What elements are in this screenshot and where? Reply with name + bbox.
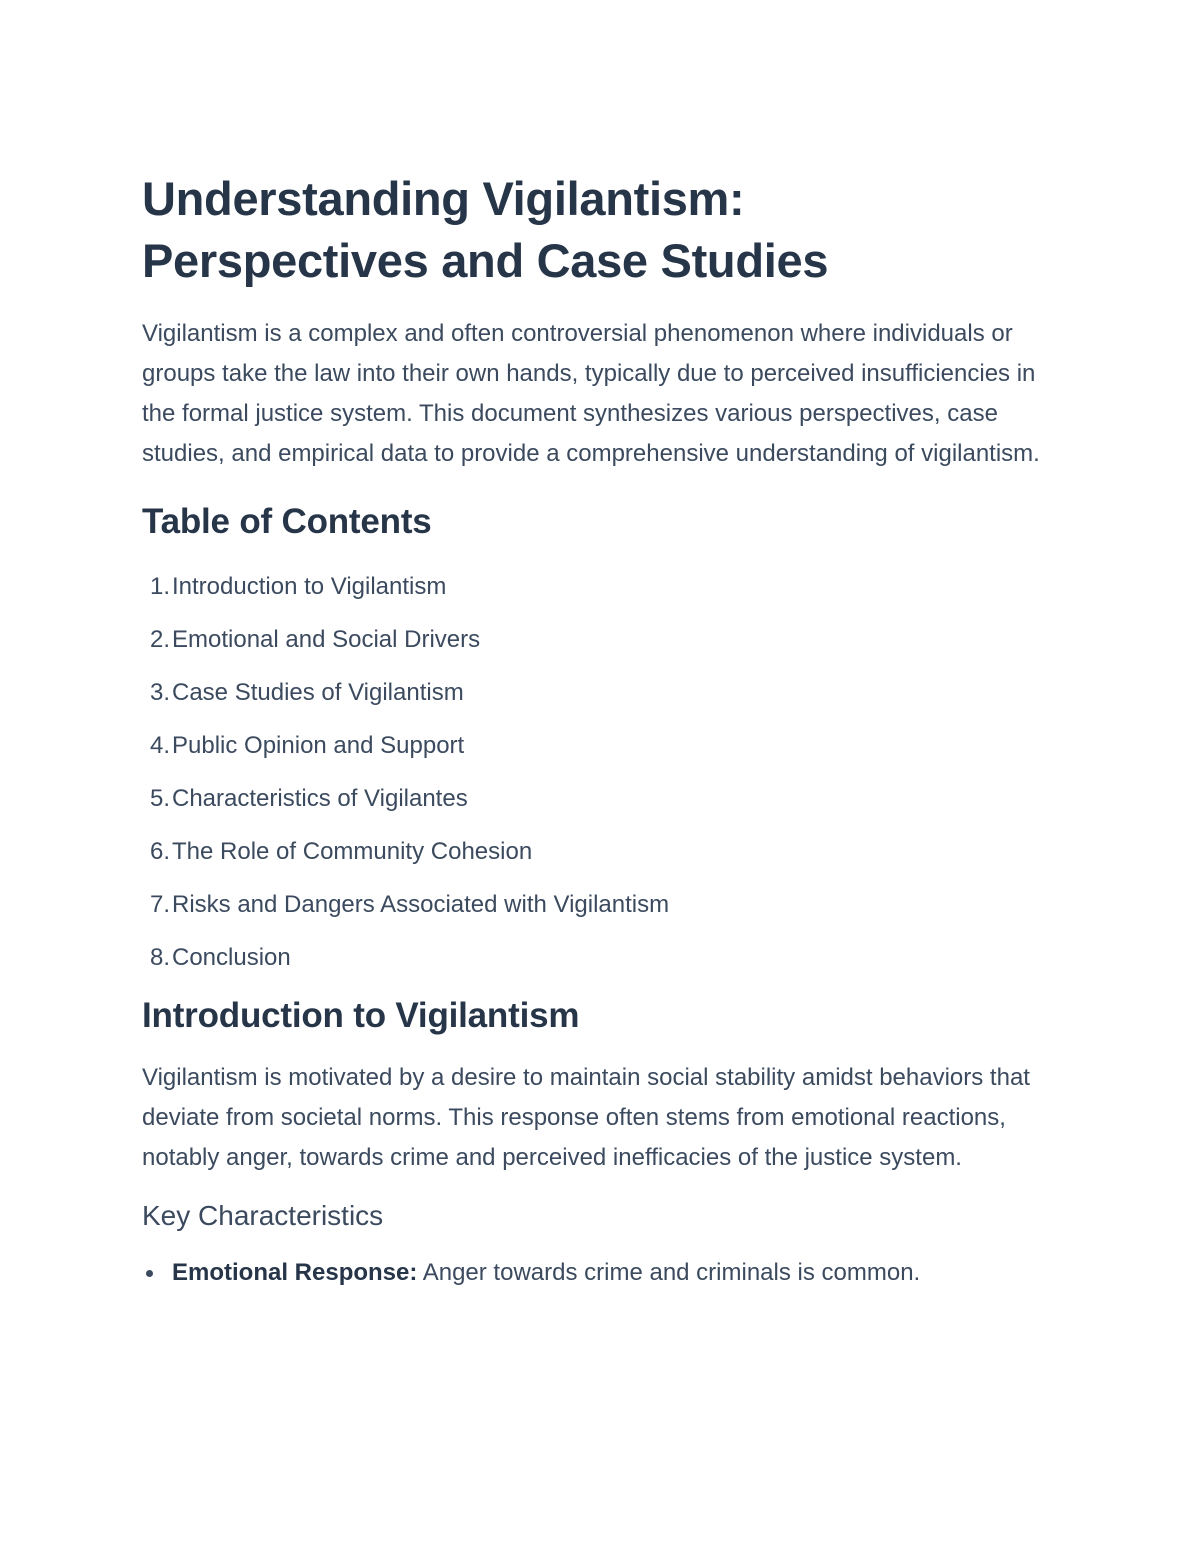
toc-item-label: Conclusion [172,944,291,971]
toc-item[interactable] [142,835,1042,869]
toc-item[interactable] [142,888,1042,922]
toc-item[interactable] [142,676,1042,710]
toc-item-number: 6. [149,838,170,865]
toc-item-number: 5. [149,785,170,812]
toc-item[interactable] [142,623,1042,657]
toc-item-label: Introduction to Vigilantism [172,573,447,600]
table-of-contents [142,570,1042,975]
toc-item-label: Public Opinion and Support [172,732,465,759]
toc-item-label: Characteristics of Vigilantes [172,785,468,812]
intro-paragraph: Vigilantism is a complex and often controversial phenomenon where individuals or groups take the law into their own hands, typically due to perceived insufficiencies in the formal justice system. This document synthesizes various perspectives, case studies, and empirical data to provide a comprehensive understanding of vigilantism. [142,320,1040,467]
toc-item[interactable] [142,570,1042,604]
document-page [142,168,1042,1290]
toc-item-label: Risks and Dangers Associated with Vigilantism [172,891,670,918]
section-paragraph: Vigilantism is motivated by a desire to maintain social stability amidst behaviors that deviate from societal norms. This response often stems from emotional reactions, notably anger, towards crime and perceived inefficacies of the justice system. [142,1064,1030,1171]
section-heading: Introduction to Vigilantism [142,996,580,1035]
toc-item-number: 1. [149,573,170,600]
bullet-icon [146,1270,153,1277]
list-item [142,1256,1042,1290]
toc-item-number: 7. [149,891,170,918]
toc-item-number: 8. [149,944,170,971]
toc-item[interactable] [142,782,1042,816]
toc-item-number: 2. [149,626,170,653]
document-title: Understanding Vigilantism: Perspectives and Case Studies [142,172,829,287]
toc-item[interactable] [142,941,1042,975]
subsection-heading: Key Characteristics [142,1200,384,1231]
key-characteristics-list [142,1256,1042,1290]
toc-item[interactable] [142,729,1042,763]
toc-item-number: 4. [149,732,170,759]
toc-item-number: 3. [149,679,170,706]
toc-item-label: Case Studies of Vigilantism [172,679,464,706]
toc-item-label: Emotional and Social Drivers [172,626,481,653]
bullet-text: Anger towards crime and criminals is common. [417,1259,921,1286]
bullet-term: Emotional Response: [172,1259,418,1286]
toc-heading: Table of Contents [142,502,432,541]
toc-item-label: The Role of Community Cohesion [172,838,533,865]
